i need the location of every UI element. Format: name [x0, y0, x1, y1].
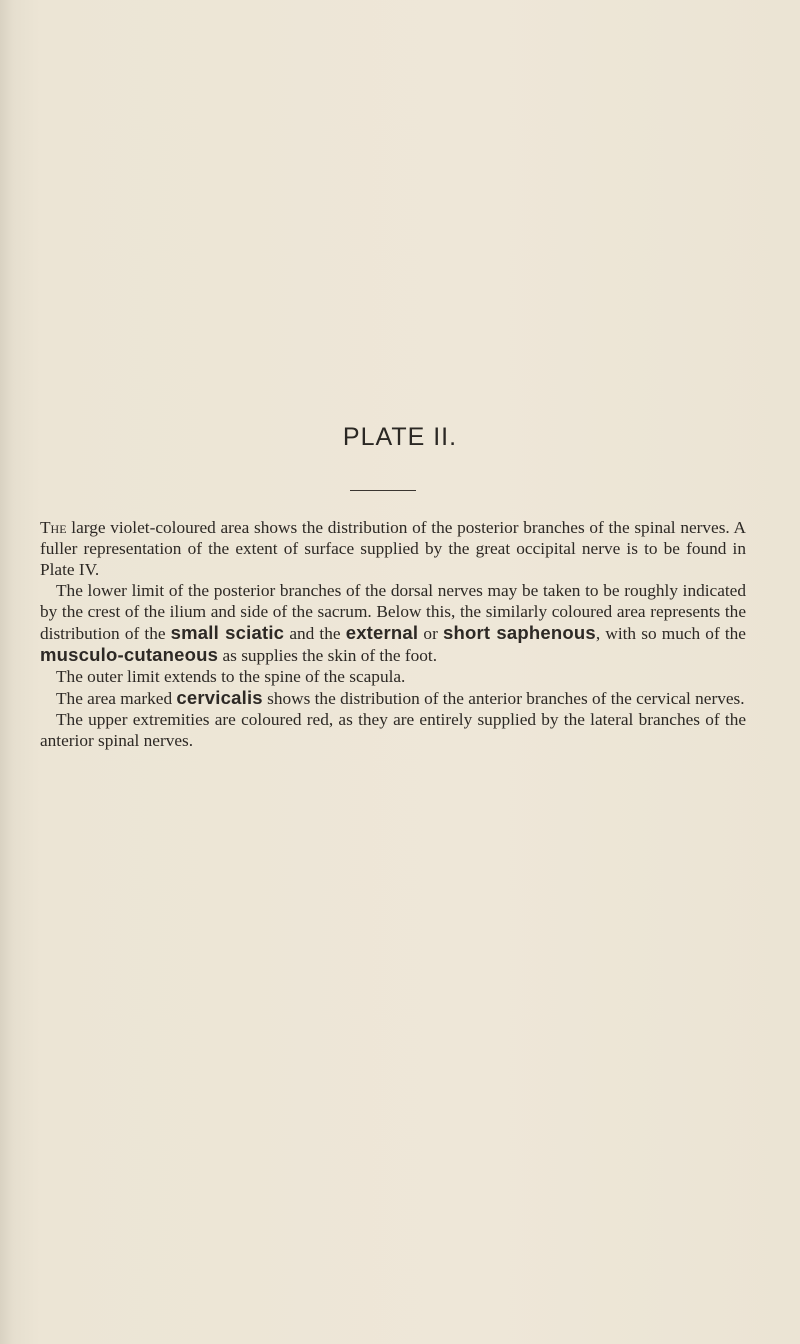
lead-word: The	[40, 518, 67, 537]
paragraph-4	[40, 687, 746, 709]
plate-title: PLATE II.	[342, 423, 458, 451]
paragraph-2	[40, 580, 746, 666]
paragraph-3: The outer limit extends to the spine of the scapula.	[56, 667, 406, 686]
description-text	[40, 517, 746, 751]
text-run: The lower limit of the posterior branches of the dorsal nerves may be taken to be roughly indicated by the crest of the ilium and side of the sacrum. Below this, the similarly coloured area represents the distribution of the	[40, 581, 746, 643]
text-run: and the	[284, 624, 346, 643]
text-run: The area marked	[56, 689, 177, 708]
title-divider	[350, 490, 416, 491]
paragraph-1-text: large violet-coloured area shows the distribution of the posterior branches of the spinal nerves. A fuller representation of the extent of surface supplied by the great occipital nerve is to be found in Plate IV.	[40, 518, 746, 579]
term-short-saphenous: short saphenous	[442, 622, 596, 643]
text-run: shows the distribution of the anterior branches of the cervical nerves.	[262, 689, 745, 708]
term-musculo-cutaneous: musculo-cutaneous	[40, 644, 219, 665]
text-run: or	[418, 624, 443, 643]
term-cervicalis: cervicalis	[176, 687, 263, 708]
term-external: external	[345, 622, 419, 643]
text-run: as supplies the skin of the foot.	[218, 646, 438, 665]
paragraph-5: The upper extremities are coloured red, as they are entirely supplied by the lateral branches of the anterior spinal nerves.	[40, 710, 746, 750]
paragraph-1	[40, 517, 746, 580]
text-run: , with so much of the	[595, 624, 746, 643]
term-small-sciatic: small sciatic	[170, 622, 285, 643]
